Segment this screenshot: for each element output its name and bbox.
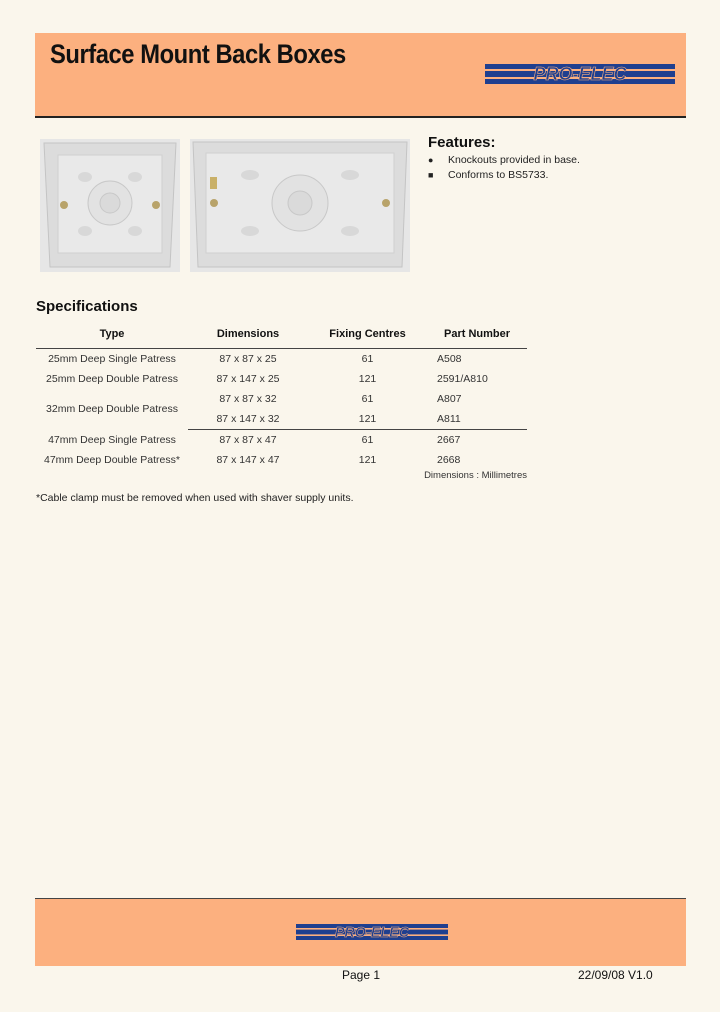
cell-dimensions: 87 x 147 x 32 xyxy=(188,409,308,430)
cell-type: 47mm Deep Double Patress* xyxy=(44,454,180,466)
cell-part: A811 xyxy=(427,409,527,430)
cell-dimensions: 87 x 87 x 25 xyxy=(219,353,277,365)
double-box-image xyxy=(190,139,410,272)
cell-fixing: 61 xyxy=(361,393,374,405)
features-heading: Features: xyxy=(428,134,496,151)
cell-type: 32mm Deep Double Patress xyxy=(46,403,178,416)
cell-type: 25mm Deep Single Patress xyxy=(48,353,176,365)
column-header-dimensions: Dimensions xyxy=(188,320,308,349)
cell-type: 47mm Deep Single Patress xyxy=(48,433,176,446)
table-row xyxy=(36,430,527,451)
specifications-heading: Specifications xyxy=(36,298,138,315)
table-header-row xyxy=(36,320,527,349)
features-list xyxy=(428,153,580,183)
footer-band xyxy=(35,898,686,966)
bullet-icon: ● xyxy=(428,155,434,165)
single-box-image xyxy=(40,139,180,272)
cell-fixing: 61 xyxy=(361,434,374,446)
cell-part: A508 xyxy=(437,353,462,365)
column-header-part-number: Part Number xyxy=(427,320,527,349)
table-row xyxy=(36,349,527,370)
table-row xyxy=(36,369,527,389)
column-header-fixing-centres: Fixing Centres xyxy=(308,320,427,349)
cell-fixing: 121 xyxy=(358,454,377,466)
table-row xyxy=(36,450,527,470)
cell-fixing: 61 xyxy=(361,353,374,365)
footnote: *Cable clamp must be removed when used with shaver supply units. xyxy=(36,492,354,504)
units-note: Dimensions : Millimetres xyxy=(424,470,527,481)
header-band xyxy=(35,33,686,118)
cell-dimensions: 87 x 147 x 25 xyxy=(216,373,280,385)
bullet-icon: ■ xyxy=(428,170,434,180)
cell-fixing: 121 xyxy=(308,409,427,430)
cell-part: 2667 xyxy=(437,434,461,446)
cell-fixing: 121 xyxy=(358,373,377,385)
svg-text:PRO-ELEC: PRO-ELEC xyxy=(334,924,410,940)
cell-part: 2591/A810 xyxy=(437,373,488,385)
svg-text:PRO-ELEC: PRO-ELEC xyxy=(533,64,627,84)
feature-item: ■ Conforms to BS5733. xyxy=(428,169,549,181)
table-row xyxy=(36,389,527,409)
pro-elec-logo xyxy=(294,924,450,940)
column-header-type: Type xyxy=(36,320,188,349)
cell-dimensions: 87 x 87 x 47 xyxy=(219,434,277,446)
cell-part: 2668 xyxy=(437,454,461,466)
page-title: Surface Mount Back Boxes xyxy=(50,39,346,69)
cell-dimensions: 87 x 147 x 47 xyxy=(216,454,280,466)
specifications-table xyxy=(36,320,527,470)
cell-type: 25mm Deep Double Patress xyxy=(46,373,178,385)
cell-dimensions: 87 x 87 x 32 xyxy=(219,393,277,405)
pro-elec-logo xyxy=(485,64,675,84)
cell-part: A807 xyxy=(437,393,462,405)
feature-item: ● Knockouts provided in base. xyxy=(428,154,580,166)
page-number: Page 1 xyxy=(342,968,381,982)
date-version: 22/09/08 V1.0 xyxy=(578,968,653,982)
